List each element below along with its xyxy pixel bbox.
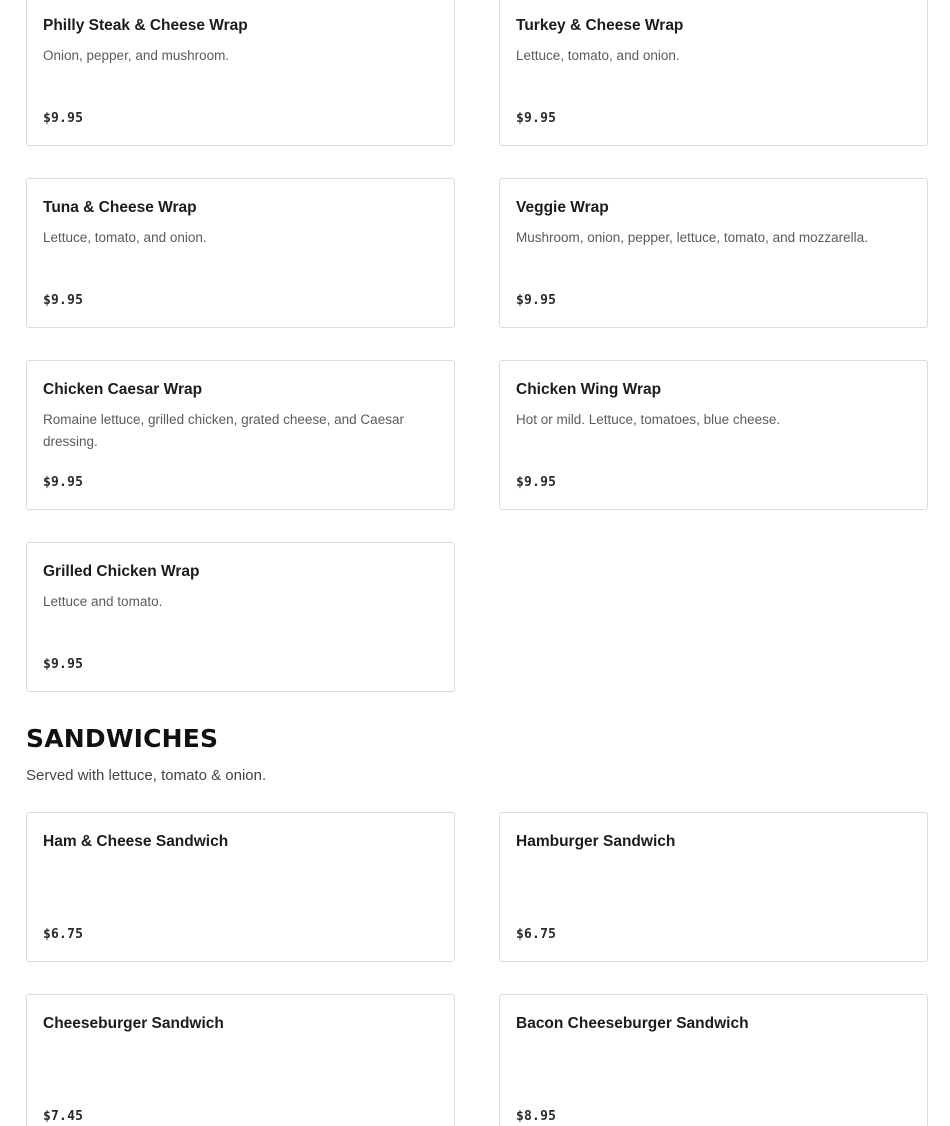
menu-item-name: Philly Steak & Cheese Wrap bbox=[43, 17, 248, 34]
menu-item-card[interactable] bbox=[499, 360, 928, 510]
menu-item-card[interactable] bbox=[499, 178, 928, 328]
menu-item-name: Ham & Cheese Sandwich bbox=[43, 833, 229, 850]
menu-item-price: $9.95 bbox=[43, 293, 84, 308]
menu-item-price: $7.45 bbox=[43, 1109, 84, 1124]
menu-item-card[interactable] bbox=[26, 812, 455, 962]
menu-item-description: Mushroom, onion, pepper, lettuce, tomato, and mozzarella. bbox=[516, 230, 868, 245]
menu-item-card[interactable] bbox=[499, 0, 928, 146]
menu-item-name: Turkey & Cheese Wrap bbox=[516, 17, 684, 34]
menu-item-card[interactable] bbox=[26, 178, 455, 328]
wraps-grid bbox=[26, 0, 928, 692]
menu-item-price: $9.95 bbox=[516, 111, 557, 126]
menu-item-price: $9.95 bbox=[43, 111, 84, 126]
menu-item-name: Veggie Wrap bbox=[516, 199, 609, 216]
menu-item-price: $9.95 bbox=[43, 475, 84, 490]
menu-item-price: $9.95 bbox=[43, 657, 84, 672]
menu-item-name: Chicken Caesar Wrap bbox=[43, 381, 203, 398]
menu-item-card[interactable] bbox=[499, 812, 928, 962]
menu-item-name: Grilled Chicken Wrap bbox=[43, 563, 200, 580]
menu-item-price: $9.95 bbox=[516, 475, 557, 490]
menu-item-description: Lettuce, tomato, and onion. bbox=[516, 48, 680, 63]
menu-item-price: $8.95 bbox=[516, 1109, 557, 1124]
menu-item-card[interactable] bbox=[26, 0, 455, 146]
section-description-sandwiches: Served with lettuce, tomato & onion. bbox=[26, 767, 267, 784]
menu-item-name: Bacon Cheeseburger Sandwich bbox=[516, 1015, 749, 1032]
menu-item-price: $6.75 bbox=[516, 927, 557, 942]
menu-item-description: Hot or mild. Lettuce, tomatoes, blue cheese. bbox=[516, 412, 781, 427]
menu-item-card[interactable] bbox=[26, 360, 455, 510]
menu-item-card[interactable] bbox=[499, 994, 928, 1126]
sandwiches-grid bbox=[26, 812, 928, 1126]
section-title-sandwiches: SANDWICHES bbox=[26, 724, 219, 753]
menu-item-card[interactable] bbox=[26, 994, 455, 1126]
menu-item-name: Tuna & Cheese Wrap bbox=[43, 199, 197, 216]
menu-item-name: Chicken Wing Wrap bbox=[516, 381, 662, 398]
menu-item-name: Hamburger Sandwich bbox=[516, 833, 676, 850]
menu-item-description: Lettuce and tomato. bbox=[43, 594, 163, 609]
menu-item-card[interactable] bbox=[26, 542, 455, 692]
menu-item-description: Romaine lettuce, grilled chicken, grated cheese, and Caesar dressing. bbox=[43, 412, 404, 449]
menu-item-price: $6.75 bbox=[43, 927, 84, 942]
menu-item-description: Lettuce, tomato, and onion. bbox=[43, 230, 207, 245]
menu-item-name: Cheeseburger Sandwich bbox=[43, 1015, 224, 1032]
menu-item-price: $9.95 bbox=[516, 293, 557, 308]
menu-item-description: Onion, pepper, and mushroom. bbox=[43, 48, 230, 63]
